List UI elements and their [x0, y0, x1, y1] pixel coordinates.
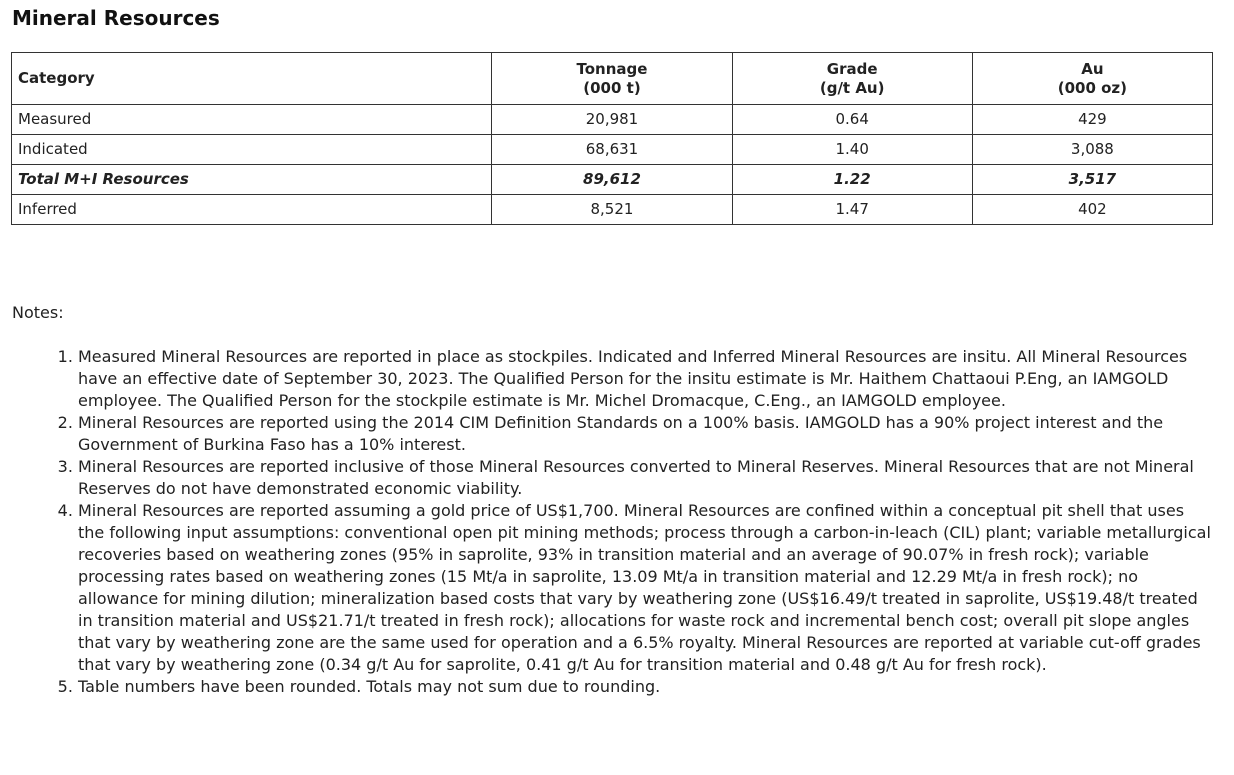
cell-au: 3,088 — [972, 135, 1212, 165]
header-tonnage — [492, 53, 732, 105]
header-au — [972, 53, 1212, 105]
cell-category: Measured — [12, 105, 492, 135]
cell-category: Inferred — [12, 195, 492, 225]
note-item: 3. Mineral Resources are reported inclusive of those Mineral Resources converted to Mineral Reserves. Mineral Resources that are not Mineral Reserves do not have demonstrated economic viability. — [78, 456, 1215, 500]
cell-grade: 1.47 — [732, 195, 972, 225]
note-item: 4. Mineral Resources are reported assuming a gold price of US$1,700. Mineral Resources are confined within a conceptual pit shell that uses the following input assumptions: conventional open pit mining methods; process through a carbon-in-leach (CIL) plant; variable metallurgical recoveries based on weathering zones (95% in saprolite, 93% in transition material and an average of 90.07% in fresh rock); variable processing rates based on weathering zones (15 Mt/a in saprolite, 13.09 Mt/a in transition material and 12.29 Mt/a in fresh rock); no allowance for mining dilution; mineralization based costs that vary by weathering zone (US$16.49/t treated in saprolite, US$19.48/t treated in transition material and US$21.71/t treated in fresh rock); allocations for waste rock and incremental bench cost; overall pit slope angles that vary by weathering zone are the same used for operation and a 6.5% royalty. Mineral Resources are reported at variable cut-off grades that vary by weathering zone (0.34 g/t Au for saprolite, 0.41 g/t Au for transition material and 0.48 g/t Au for fresh rock). — [78, 500, 1215, 676]
header-au-label: Au — [1081, 59, 1104, 78]
cell-grade: 0.64 — [732, 105, 972, 135]
notes-list — [0, 346, 1215, 698]
table-header-row — [12, 53, 1213, 105]
table-row-total-mi — [12, 165, 1213, 195]
cell-grade: 1.22 — [732, 165, 972, 195]
header-grade-label: Grade — [826, 59, 878, 78]
cell-category: Total M+I Resources — [12, 165, 492, 195]
cell-au: 429 — [972, 105, 1212, 135]
header-grade — [732, 53, 972, 105]
header-tonnage-unit: (000 t) — [583, 78, 641, 97]
table-row-indicated — [12, 135, 1213, 165]
header-au-unit: (000 oz) — [1057, 78, 1128, 97]
note-item: 2. Mineral Resources are reported using the 2014 CIM Definition Standards on a 100% basis. IAMGOLD has a 90% project interest and the Government of Burkina Faso has a 10% interest. — [78, 412, 1215, 456]
note-item: 5. Table numbers have been rounded. Totals may not sum due to rounding. — [78, 676, 1215, 698]
table-row-measured — [12, 105, 1213, 135]
cell-tonnage: 20,981 — [492, 105, 732, 135]
cell-tonnage: 68,631 — [492, 135, 732, 165]
cell-tonnage: 89,612 — [492, 165, 732, 195]
page-title: Mineral Resources — [12, 6, 220, 30]
note-item: 1. Measured Mineral Resources are reported in place as stockpiles. Indicated and Inferred Mineral Resources are insitu. All Mineral Resources have an effective date of September 30, 2023. The Qualified Person for the insitu estimate is Mr. Haithem Chattaoui P.Eng, an IAMGOLD employee. The Qualified Person for the stockpile estimate is Mr. Michel Dromacque, C.Eng., an IAMGOLD employee. — [78, 346, 1215, 412]
header-tonnage-label: Tonnage — [576, 59, 648, 78]
cell-tonnage: 8,521 — [492, 195, 732, 225]
cell-category: Indicated — [12, 135, 492, 165]
header-category: Category — [12, 53, 492, 105]
notes-label: Notes: — [12, 303, 64, 322]
cell-au: 402 — [972, 195, 1212, 225]
cell-au: 3,517 — [972, 165, 1212, 195]
mineral-resources-table — [11, 52, 1213, 225]
header-grade-unit: (g/t Au) — [819, 78, 885, 97]
cell-grade: 1.40 — [732, 135, 972, 165]
table-row-inferred — [12, 195, 1213, 225]
